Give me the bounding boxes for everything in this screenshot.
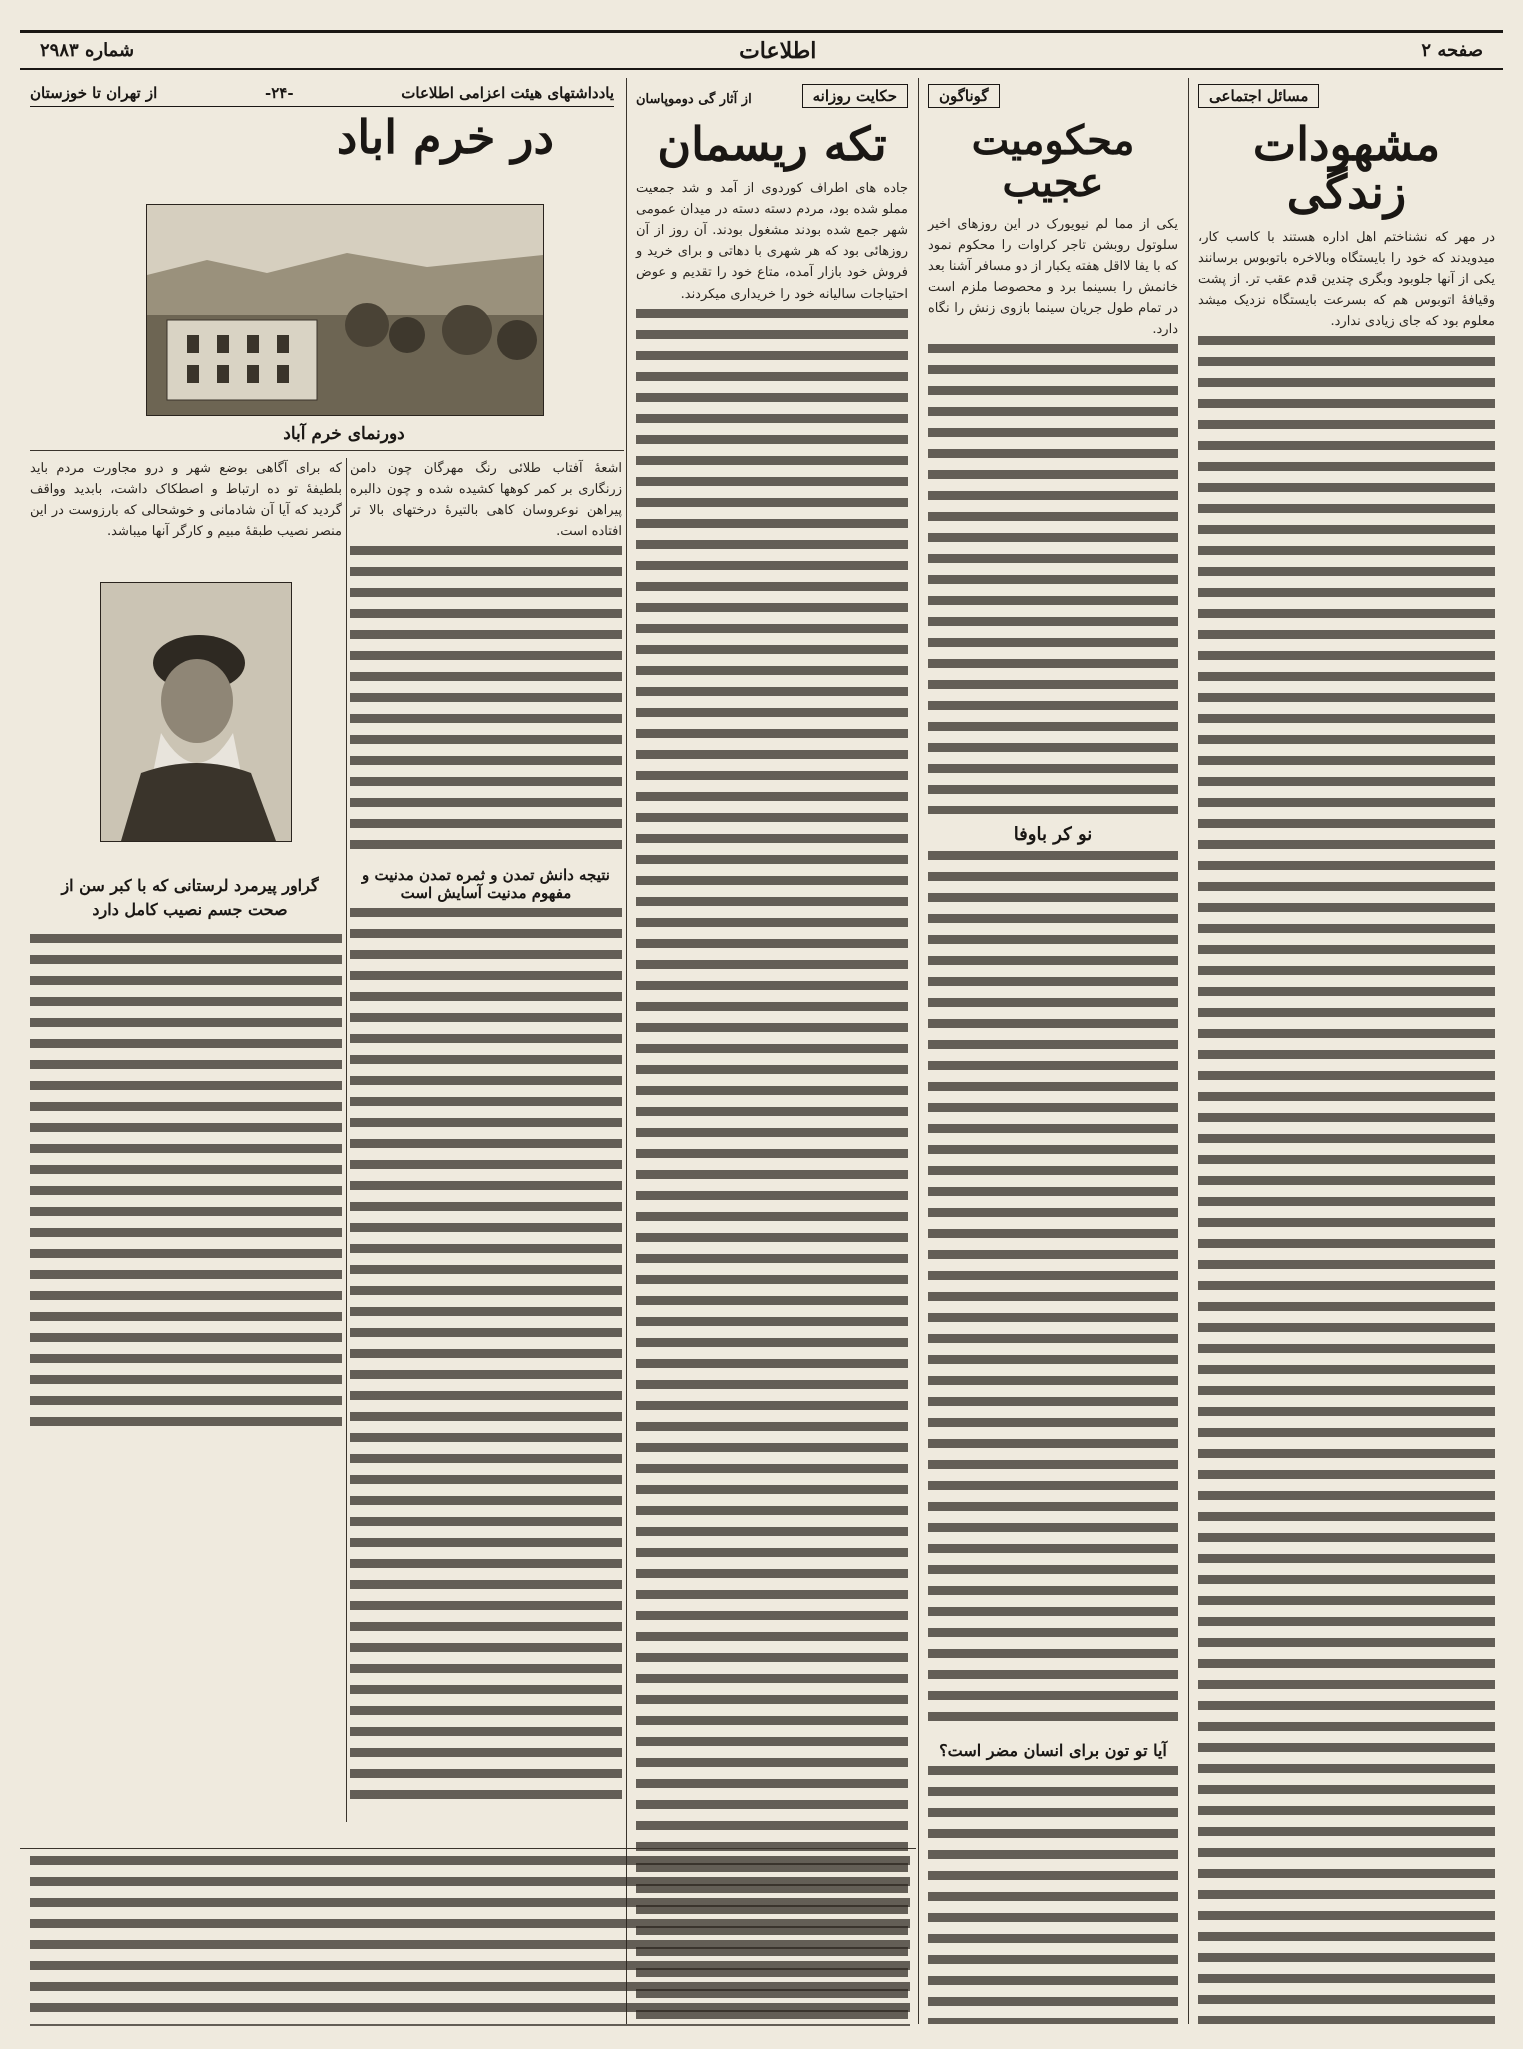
- article-body: یکی از مما لم نیویورک در این روزهای اخیر سلوتول روبشن تاجر کراوات را محکوم نمود که با یفا لااقل هفته یکبار از دو مسافر آشنا بعد خانمش را بسینما برد و محصوصا ملزم است در تمام طول جریان سینما بازوی زنش را نگاه دارد.: [928, 217, 1178, 338]
- paper-name: اطلاعات: [739, 37, 817, 64]
- masthead: [20, 30, 1503, 70]
- notes-main-text: [350, 458, 622, 1843]
- headline-strange-sentence: محکومیت عجیب: [971, 117, 1135, 206]
- article-text-lines: [30, 934, 342, 1434]
- headline-khorramabad: در خرم اباد: [336, 110, 554, 164]
- article-text-lines: [30, 1856, 910, 2026]
- portrait-illustration: [101, 583, 291, 841]
- headline-piece-of-string: تکه ریسمان: [657, 117, 887, 171]
- caption-rule: [30, 450, 624, 451]
- subhead-loyal-servant: نو کر باوفا: [1013, 824, 1093, 846]
- column-rule: [1188, 78, 1189, 2024]
- column-rule: [626, 78, 627, 2024]
- article-body: اشعهٔ آفتاب طلائی رنگ مهرگان چون دامن زرنگاری بر کمر کوهها کشیده شده و چون دالبره پیراهن نوعروسان کاهی بالتیرۀ درختهای بالا تر افتاده است.: [350, 461, 622, 540]
- section-label-story: حکایت روزانه: [802, 84, 908, 108]
- article-text-lines: [350, 908, 622, 1808]
- newspaper-page: [20, 14, 1503, 2034]
- notes-side-text: [30, 458, 342, 568]
- notes-section-title: یادداشتهای هیئت اعزامی اطلاعات: [401, 84, 614, 102]
- route-label: از تهران تا خوزستان: [30, 84, 158, 102]
- portrait-caption: گراور پیرمرد لرستانی که با کبر سن از صحت جسم نصیب کامل دارد: [61, 876, 319, 919]
- article-text-lines: [350, 546, 622, 856]
- article-text-lines: [636, 309, 908, 2024]
- page-label: صفحه ۲: [1421, 40, 1483, 61]
- column-rule: [346, 458, 347, 1822]
- article-text-lines: [928, 344, 1178, 814]
- panorama-caption: دورنمای خرم آباد: [283, 424, 405, 444]
- section-label-misc: گوناگون: [928, 84, 1000, 108]
- headline-observations: مشهودات زندگی: [1252, 117, 1441, 220]
- article-text-lines: [928, 851, 1178, 1731]
- subhead-civilization: نتیجه دانش تمدن و ثمره تمدن مدنیت و مفهوم مدنیت آسایش است: [362, 866, 610, 903]
- issue-number: شماره ۲۹۸۳: [40, 40, 135, 61]
- column-story: [628, 78, 916, 2024]
- article-text-lines: [928, 1766, 1178, 2024]
- article-text-lines: [1198, 336, 1495, 2024]
- bottom-band-rule: [20, 1848, 916, 1849]
- story-source: از آثار گی دوموپاسان: [636, 91, 752, 107]
- column-misc: [920, 78, 1186, 2024]
- article-body: جاده های اطراف کوردوی از آمد و شد جمعیت مملو شده بود، مردم دسته دسته در میدان عمومی شهر جمع شده بودند مشغول بودند. آن روز از آن روزهائی بود که هر شهری با دهاتی و برای خرید و فروش خود بازار آمده، متاع خود را تقدیم و عوض احتیاجات سالیانه خود را خریداری میکردند.: [636, 181, 908, 302]
- khorramabad-panorama-photo: [146, 204, 544, 416]
- panorama-illustration: [147, 205, 543, 415]
- old-man-portrait-photo: [100, 582, 292, 842]
- section-label-social: مسائل اجتماعی: [1198, 84, 1319, 108]
- article-body: که برای آگاهی بوضع شهر و درو مجاورت مردم باید بلطیفهٔ تو ده ارتباط و اصطکاک داشت، بابدید وواقف گردید که آیا آن شادمانی و خوشحالی که بارزوست در این منصر نصیب طبقهٔ مبیم و کارگر آنها میباشد.: [30, 461, 342, 540]
- bottom-band-text: [30, 1856, 910, 2026]
- subhead-tobacco: آیا تو تون برای انسان مضر است؟: [939, 1741, 1167, 1761]
- article-body: در مهر که نشناختم اهل اداره هستند با کاسب کار، میدویدند که خود را بایستگاه وبالاخره باتوبوس برسانند یکی از آنها جلوبود وبگری چندین قدم عقب تر. از پشت وقیافۀ اتوبوس هم که بسرعت بایستگاه نزدیک میشد معلوم بود که جای زیادی ندارد.: [1198, 229, 1495, 329]
- notes-side-lines: [30, 934, 342, 1434]
- column-social: [1190, 78, 1503, 2024]
- series-number: -۲۴-: [265, 84, 294, 102]
- column-rule: [918, 78, 919, 2024]
